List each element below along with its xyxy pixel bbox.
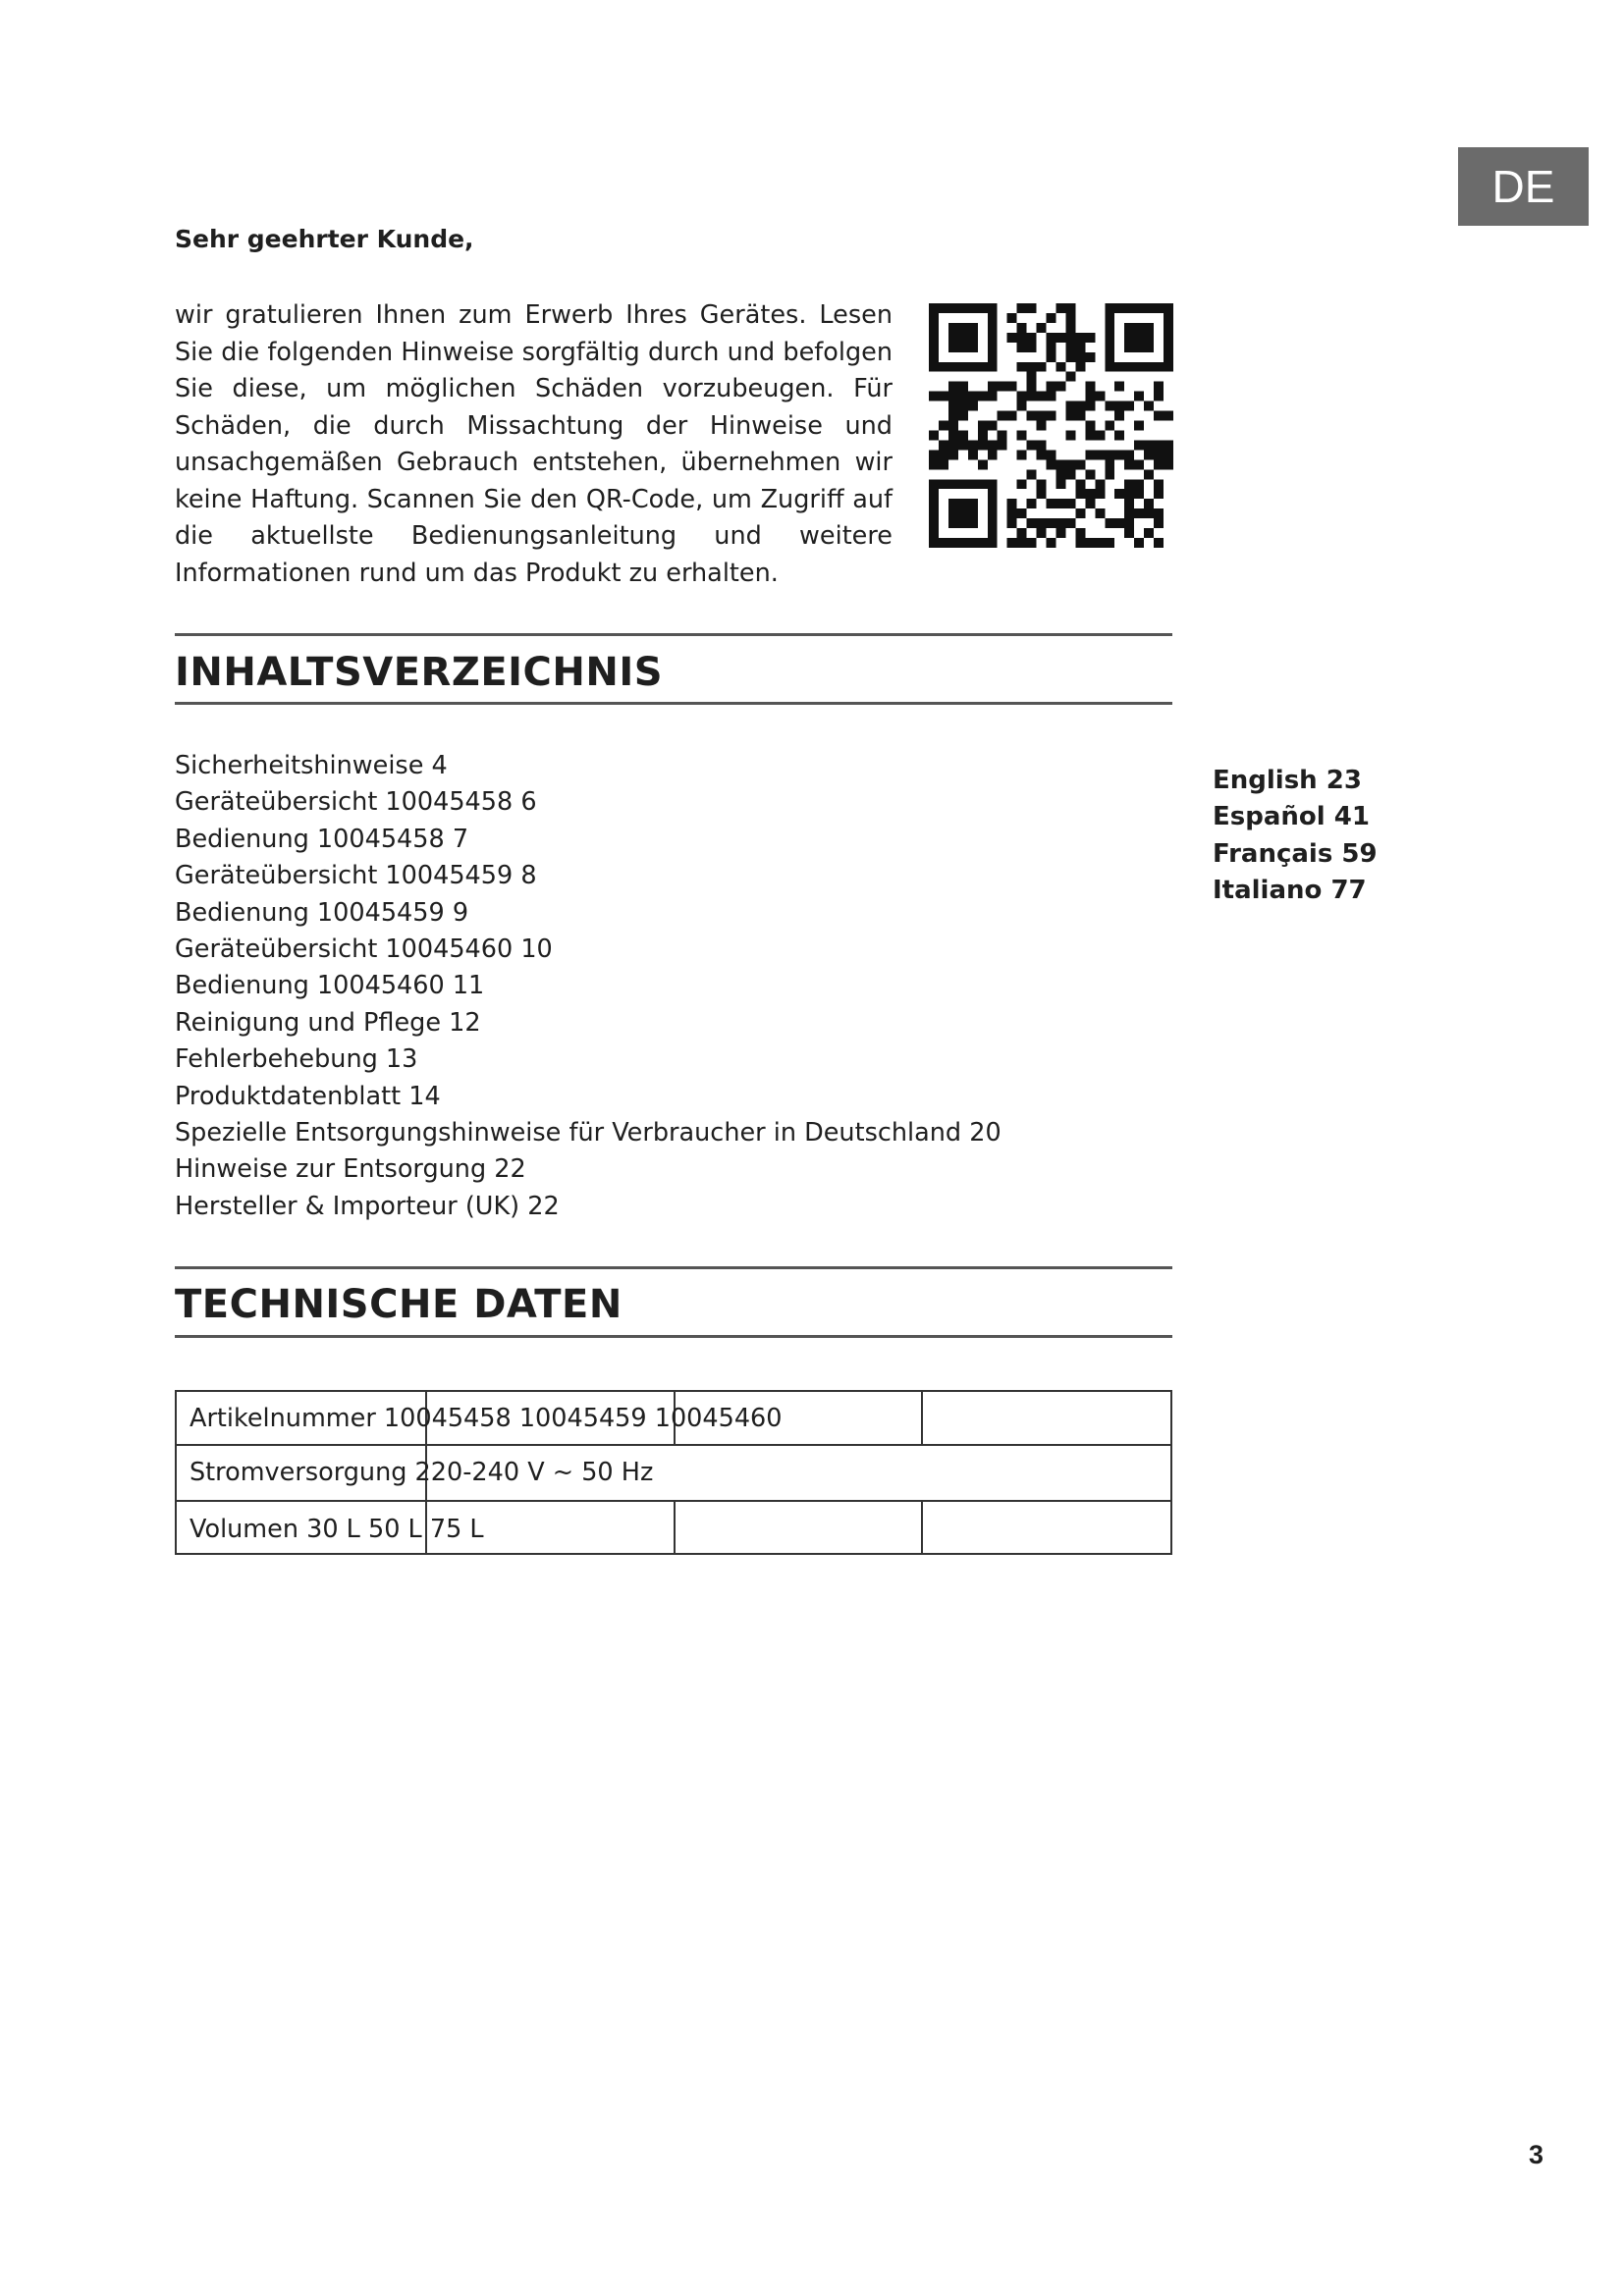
toc-item[interactable]: Fehlerbehebung 13 [175,1044,418,1075]
toc-item[interactable]: Geräteübersicht 10045458 6 [175,787,537,818]
language-item[interactable]: English 23 [1213,766,1362,795]
toc-heading: INHALTSVERZEICHNIS [175,650,664,695]
toc-item[interactable]: Hersteller & Importeur (UK) 22 [175,1191,560,1221]
language-index [1213,763,1378,910]
page-number: 3 [1529,2140,1544,2169]
language-item[interactable]: Italiano 77 [1213,876,1367,906]
table-divider [921,1392,923,1446]
table-divider [674,1500,676,1555]
toc-item[interactable]: Spezielle Entsorgungshinweise für Verbraucher in Deutschland 20 [175,1118,1001,1148]
greeting: Sehr geehrter Kunde, [175,225,474,253]
language-item[interactable]: Français 59 [1213,838,1378,869]
table-row: Volumen 30 L 50 L 75 L [189,1515,484,1544]
toc-rule-top [175,633,1172,636]
toc-item[interactable]: Produktdatenblatt 14 [175,1081,441,1111]
table-of-contents [175,748,1001,1225]
table-row: Artikelnummer 10045458 10045459 10045460 [189,1404,783,1433]
toc-item[interactable]: Bedienung 10045459 9 [175,897,469,928]
language-item[interactable]: Español 41 [1213,802,1370,832]
qr-code-icon [929,303,1173,548]
toc-rule-bottom [175,702,1172,705]
toc-item[interactable]: Geräteübersicht 10045460 10 [175,934,553,965]
specs-table [175,1390,1172,1555]
tech-rule-bottom [175,1335,1172,1338]
toc-item[interactable]: Bedienung 10045458 7 [175,824,469,854]
toc-item[interactable]: Bedienung 10045460 11 [175,971,485,1001]
table-row: Stromversorgung 220-240 V ~ 50 Hz [189,1458,654,1487]
toc-item[interactable]: Sicherheitshinweise 4 [175,751,448,780]
toc-item[interactable]: Hinweise zur Entsorgung 22 [175,1154,526,1185]
tech-rule-top [175,1266,1172,1269]
intro-paragraph: wir gratulieren Ihnen zum Erwerb Ihres Gerätes. Lesen Sie die folgenden Hinweise sorgfältig durch und befolgen Sie diese, um möglichen Schäden vorzubeugen. Für Schäden, die durch Missachtung der Hinweise und unsachgemäßen Gebrauch entstehen, übernehmen wir keine Haftung. Scannen Sie den QR-Code, um Zugriff auf die aktuellste Bedienungsanleitung und weitere Informationen rund um das Produkt zu erhalten. [175,300,893,588]
toc-item[interactable]: Reinigung und Pflege 12 [175,1007,481,1038]
language-tab: DE [1458,147,1589,226]
toc-item[interactable]: Geräteübersicht 10045459 8 [175,861,537,891]
tech-heading: TECHNISCHE DATEN [175,1282,623,1327]
table-divider [921,1500,923,1555]
